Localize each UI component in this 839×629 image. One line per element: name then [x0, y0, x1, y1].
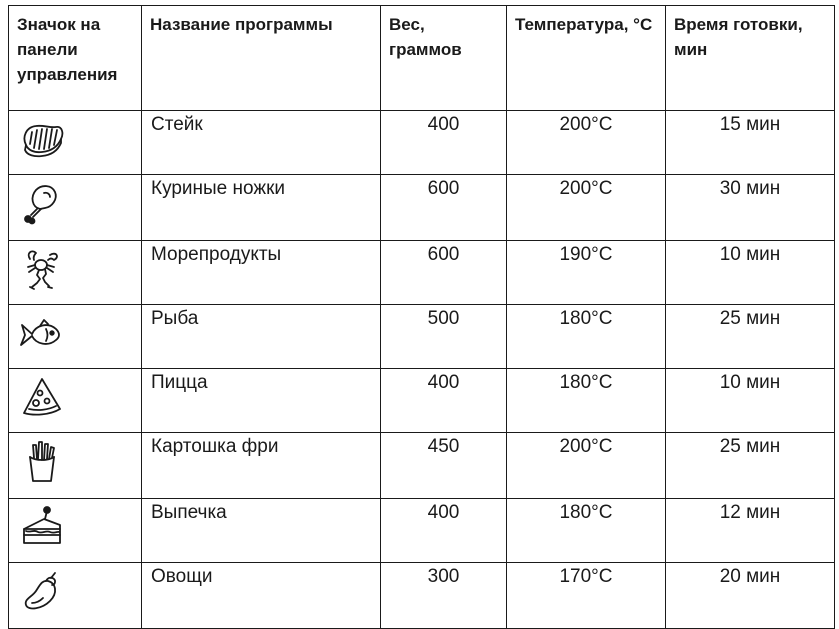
temperature-value: 200°C	[507, 433, 666, 499]
header-cook-time: Время готовки, мин	[666, 6, 835, 111]
weight-value: 600	[381, 241, 507, 305]
table-header-row	[9, 6, 835, 111]
cook-time-value: 20 мин	[666, 563, 835, 629]
weight-value: 400	[381, 111, 507, 175]
temperature-value: 180°C	[507, 305, 666, 369]
chicken-leg-icon	[18, 179, 66, 227]
program-name: Пицца	[142, 369, 381, 433]
program-name: Выпечка	[142, 499, 381, 563]
header-weight: Вес, граммов	[381, 6, 507, 111]
program-name: Куриные ножки	[142, 175, 381, 241]
cook-time-value: 10 мин	[666, 241, 835, 305]
program-name: Морепродукты	[142, 241, 381, 305]
temperature-value: 200°C	[507, 111, 666, 175]
fish-icon	[18, 309, 66, 357]
table-row	[9, 369, 835, 433]
fries-icon	[18, 437, 66, 485]
program-name: Овощи	[142, 563, 381, 629]
header-temperature: Температура, °C	[507, 6, 666, 111]
table-row	[9, 241, 835, 305]
table-row	[9, 305, 835, 369]
cook-time-value: 25 мин	[666, 305, 835, 369]
table-row	[9, 433, 835, 499]
cook-time-value: 30 мин	[666, 175, 835, 241]
weight-value: 400	[381, 369, 507, 433]
table-row	[9, 111, 835, 175]
program-name: Картошка фри	[142, 433, 381, 499]
header-program-name: Название программы	[142, 6, 381, 111]
eggplant-icon	[18, 567, 66, 615]
cook-time-value: 25 мин	[666, 433, 835, 499]
cake-icon	[18, 503, 66, 551]
temperature-value: 170°C	[507, 563, 666, 629]
program-name: Рыба	[142, 305, 381, 369]
table-row	[9, 499, 835, 563]
table-row	[9, 563, 835, 629]
program-name: Стейк	[142, 111, 381, 175]
cooking-programs-table	[8, 5, 835, 629]
table-row	[9, 175, 835, 241]
weight-value: 500	[381, 305, 507, 369]
weight-value: 450	[381, 433, 507, 499]
weight-value: 300	[381, 563, 507, 629]
weight-value: 600	[381, 175, 507, 241]
cook-time-value: 10 мин	[666, 369, 835, 433]
temperature-value: 200°C	[507, 175, 666, 241]
cook-time-value: 15 мин	[666, 111, 835, 175]
pizza-icon	[18, 373, 66, 421]
temperature-value: 180°C	[507, 499, 666, 563]
steak-icon	[18, 115, 66, 163]
header-icon: Значок на панели управления	[9, 6, 142, 111]
cook-time-value: 12 мин	[666, 499, 835, 563]
temperature-value: 190°C	[507, 241, 666, 305]
weight-value: 400	[381, 499, 507, 563]
lobster-icon	[18, 245, 66, 293]
temperature-value: 180°C	[507, 369, 666, 433]
